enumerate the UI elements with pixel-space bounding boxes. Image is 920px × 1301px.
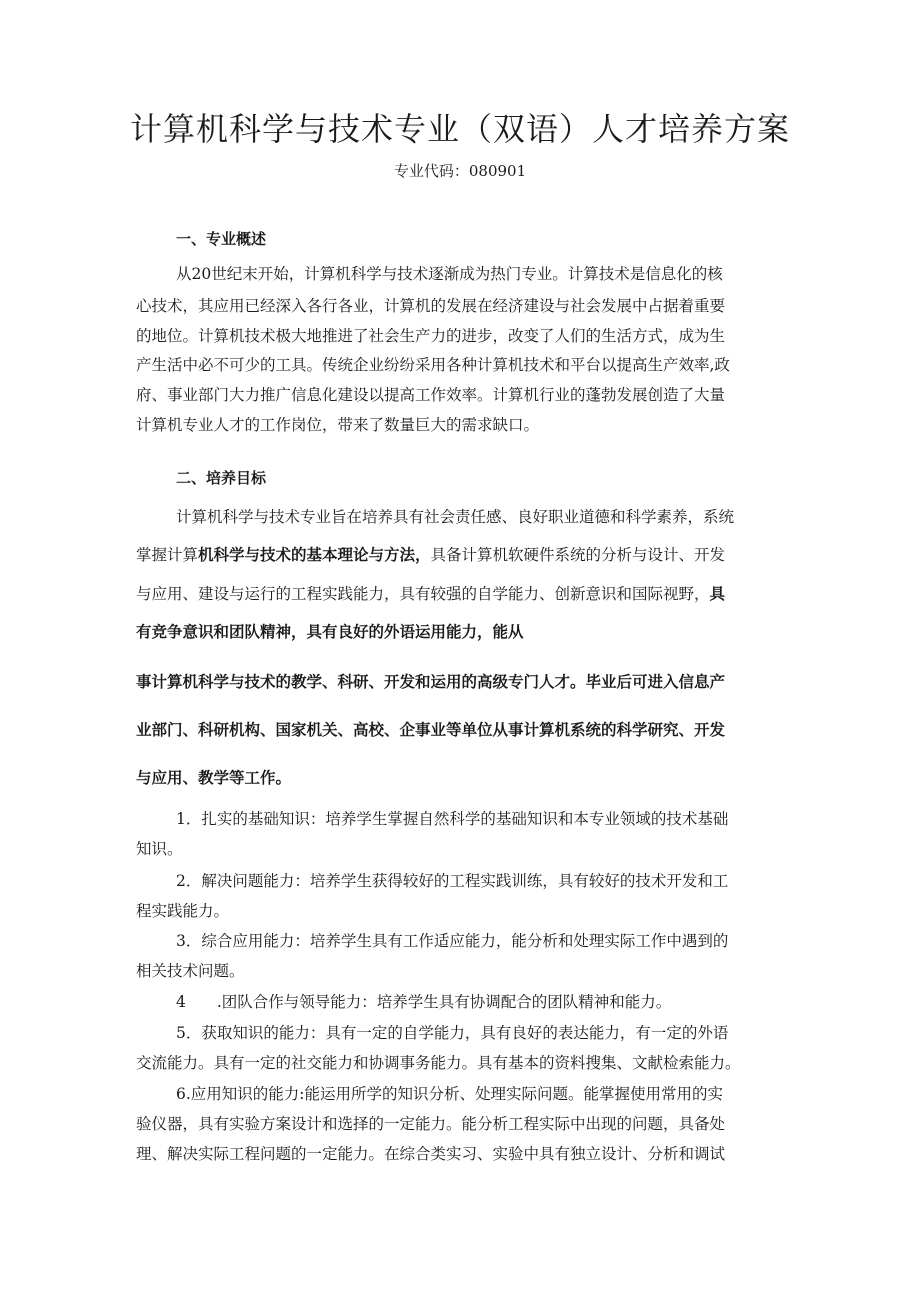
objectives-line (136, 582, 725, 604)
objectives-line: 与应用、教学等工作。 (136, 769, 292, 787)
item-line: 交流能力。具有一定的社交能力和协调事务能力。具有基本的资料搜集、文献检索能力。 (136, 1054, 741, 1072)
item-line: 1．扎实的基础知识：培养学生掌握自然科学的基础知识和本专业领域的技术基础 (176, 810, 729, 828)
overview-line: 计算机专业人才的工作岗位，带来了数量巨大的需求缺口。 (136, 416, 540, 434)
document-title: 计算机科学与技术专业（双语）人才培养方案 (129, 110, 790, 148)
objectives-line: 有竞争意识和团队精神，具有良好的外语运用能力，能从 (136, 623, 524, 641)
objectives-line: 计算机科学与技术专业旨在培养具有社会责任感、良好职业道德和科学素养，系统 (176, 508, 735, 526)
objectives-line (136, 543, 725, 565)
overview-line: 的地位。计算机技术极大地推进了社会生产力的进步，改变了人们的生活方式，成为生 (136, 327, 726, 345)
item-line: 2．解决问题能力：培养学生获得较好的工程实践训练，具有较好的技术开发和工 (176, 872, 729, 890)
overview-line: 府、事业部门大力推广信息化建设以提高工作效率。计算机行业的蓬勃发展创造了大量 (136, 386, 726, 404)
objectives-text: 掌握计算 (136, 546, 199, 564)
item-line: 3．综合应用能力：培养学生具有工作适应能力，能分析和处理实际工作中遇到的 (176, 932, 729, 950)
objectives-line: 事计算机科学与技术的教学、科研、开发和运用的高级专门人才。毕业后可进入信息产 (136, 673, 726, 691)
item-line: 4 .团队合作与领导能力：培养学生具有协调配合的团队精神和能力。 (176, 993, 672, 1011)
section-heading-objectives: 二、培养目标 (176, 469, 267, 487)
item-line: 知识。 (136, 840, 183, 858)
item-line: 相关技术问题。 (136, 962, 245, 980)
item-line: 6.应用知识的能力:能运用所学的知识分析、处理实际问题。能掌握使用常用的实 (176, 1085, 724, 1103)
objectives-bold-text: 机科学与技术的基本理论与方法， (198, 546, 431, 564)
item-line: 5．获取知识的能力：具有一定的自学能力，具有良好的表达能力，有一定的外语 (176, 1024, 729, 1042)
objectives-text: 具备计算机软硬件系统的分析与设计、开发 (430, 546, 726, 564)
overview-line: 从20世纪末开始，计算机科学与技术逐渐成为热门专业。计算技术是信息化的核 (176, 265, 723, 283)
item-line: 程实践能力。 (136, 902, 230, 920)
major-code: 专业代码：080901 (393, 162, 527, 180)
objectives-bold-text: 具 (709, 585, 726, 603)
section-heading-overview: 一、专业概述 (176, 230, 267, 248)
item-line: 理、解决实际工程问题的一定能力。在综合类实习、实验中具有独立设计、分析和调试 (136, 1145, 726, 1163)
objectives-line: 业部门、科研机构、国家机关、高校、企事业等单位从事计算机系统的科学研究、开发 (136, 721, 726, 739)
item-line: 验仪器，具有实验方案设计和选择的一定能力。能分析工程实际中出现的问题，具备处 (136, 1115, 726, 1133)
overview-line: 产生活中必不可少的工具。传统企业纷纷采用各种计算机技术和平台以提高生产效率,政 (136, 356, 730, 374)
objectives-text: 与应用、建设与运行的工程实践能力，具有较强的自学能力、创新意识和国际视野， (136, 585, 710, 603)
overview-line: 心技术，其应用已经深入各行各业，计算机的发展在经济建设与社会发展中占据着重要 (136, 297, 726, 315)
